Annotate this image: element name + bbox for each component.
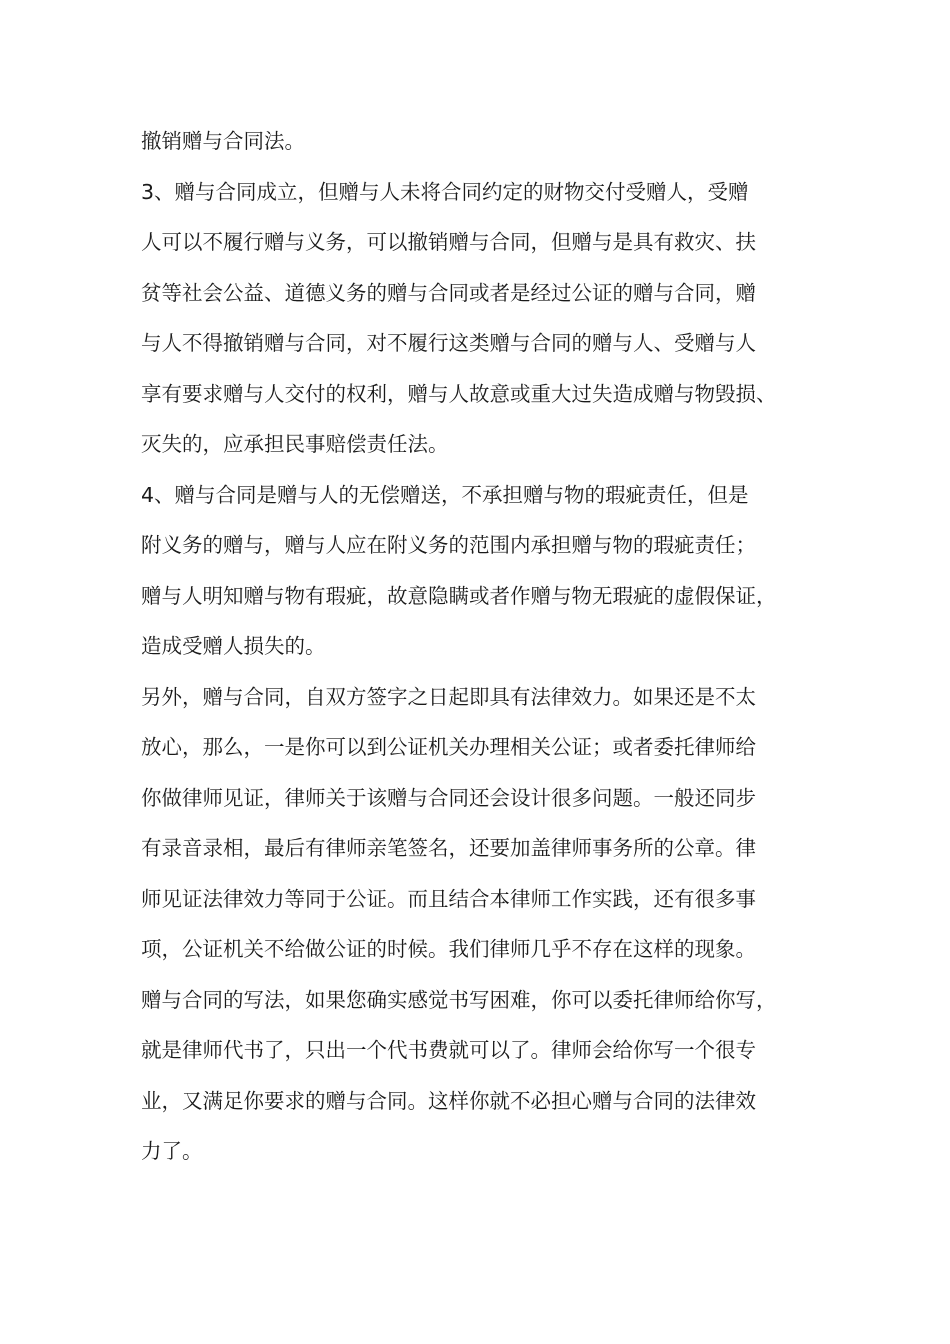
text-line: 享有要求赠与人交付的权利，赠与人故意或重大过失造成赠与物毁损、 — [141, 381, 777, 406]
text-line: 项，公证机关不给做公证的时候。我们律师几乎不存在这样的现象。 — [141, 937, 756, 961]
text-line: 师见证法律效力等同于公证。而且结合本律师工作实践，还有很多事 — [141, 886, 756, 911]
text-line: 与人不得撤销赠与合同，对不履行这类赠与合同的赠与人、受赠与人 — [141, 331, 756, 355]
text-line: 附义务的赠与，赠与人应在附义务的范围内承担赠与物的瑕疵责任； — [141, 533, 756, 557]
document-body — [141, 116, 841, 1177]
text-line: 业，又满足你要求的赠与合同。这样你就不必担心赠与合同的法律效 — [141, 1088, 756, 1113]
text-line: 贫等社会公益、道德义务的赠与合同或者是经过公证的赠与合同，赠 — [141, 280, 756, 305]
text-line: 造成受赠人损失的。 — [141, 634, 326, 658]
text-line: 你做律师见证，律师关于该赠与合同还会设计很多问题。一般还同步 — [141, 785, 756, 810]
text-line: 撤销赠与合同法。 — [141, 129, 305, 153]
text-line: 就是律师代书了，只出一个代书费就可以了。律师会给你写一个很专 — [141, 1038, 756, 1062]
text-line: 4、赠与合同是赠与人的无偿赠送，不承担赠与物的瑕疵责任，但是 — [141, 482, 749, 507]
text-line: 赠与合同的写法，如果您确实感觉书写困难，你可以委托律师给你写， — [141, 987, 777, 1012]
text-line: 3、赠与合同成立，但赠与人未将合同约定的财物交付受赠人，受赠 — [141, 179, 749, 204]
text-line: 放心，那么，一是你可以到公证机关办理相关公证；或者委托律师给 — [141, 735, 756, 759]
text-line: 力了。 — [141, 1139, 203, 1163]
text-line: 有录音录相，最后有律师亲笔签名，还要加盖律师事务所的公章。律 — [141, 836, 756, 860]
text-line: 另外，赠与合同，自双方签字之日起即具有法律效力。如果还是不太 — [141, 684, 756, 709]
text-line: 灭失的，应承担民事赔偿责任法。 — [141, 432, 449, 456]
text-line: 赠与人明知赠与物有瑕疵，故意隐瞒或者作赠与物无瑕疵的虚假保证， — [141, 583, 777, 608]
text-line: 人可以不履行赠与义务，可以撤销赠与合同，但赠与是具有救灾、扶 — [141, 230, 756, 254]
